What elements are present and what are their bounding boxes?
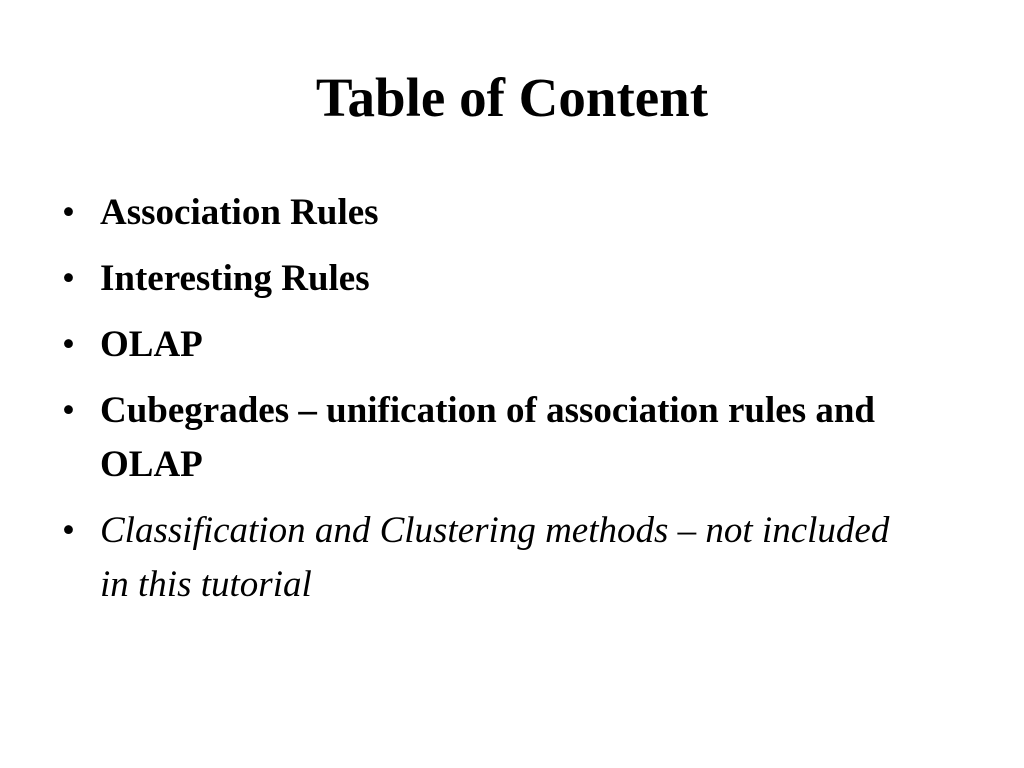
list-item-text: OLAP [100, 324, 203, 365]
list-item-olap [62, 318, 922, 372]
bullet-icon: • [62, 510, 75, 551]
bullet-icon: • [62, 324, 75, 365]
list-item-classification-clustering [62, 504, 922, 612]
slide-title: Table of Content [315, 67, 709, 128]
list-item-text [100, 510, 889, 605]
bullet-icon: • [62, 192, 75, 233]
list-item-association-rules [62, 186, 922, 240]
bullet-list [62, 186, 922, 624]
bullet-icon: • [62, 258, 75, 299]
list-item-cubegrades [62, 384, 922, 492]
list-item-text-note: not included in this tutorial [100, 510, 890, 605]
list-item-text: Association Rules [100, 192, 379, 233]
list-item-text: Cubegrades – unification of association rules and OLAP [100, 390, 876, 485]
bullet-icon: • [62, 390, 75, 431]
list-item-text-main: Classification and Clustering methods [100, 510, 669, 551]
list-item-interesting-rules [62, 252, 922, 306]
list-item-text: Interesting Rules [100, 258, 370, 299]
dash-separator: – [668, 510, 706, 551]
